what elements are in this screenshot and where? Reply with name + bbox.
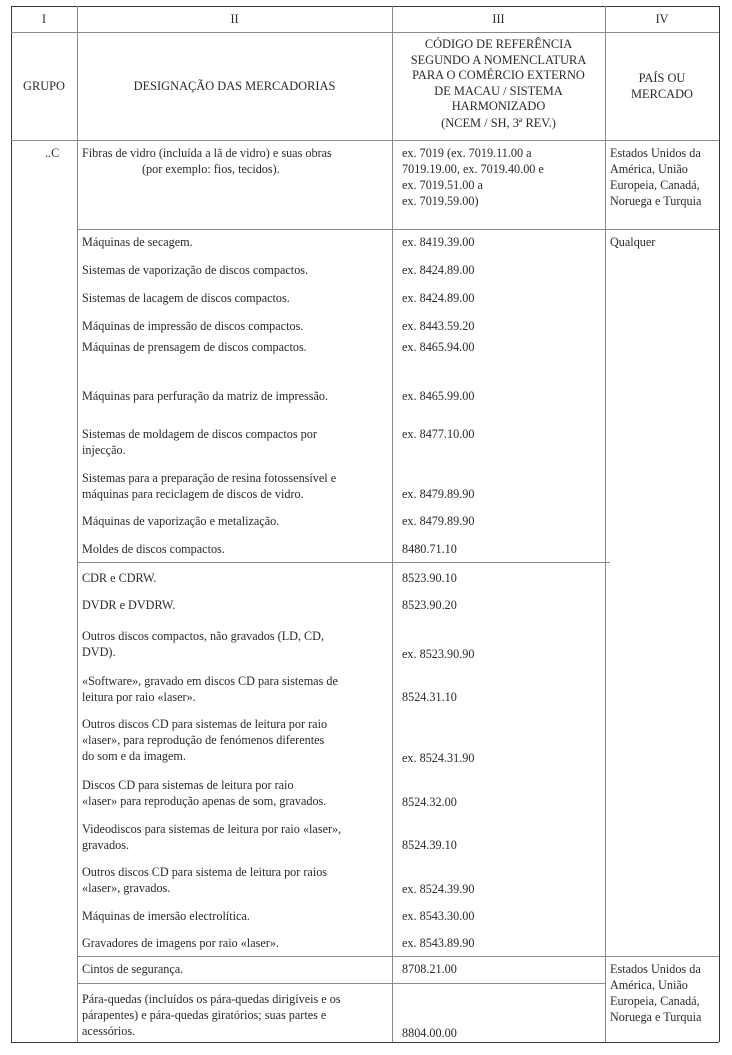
header-code-line-4: DE MACAU / SISTEMA xyxy=(434,83,563,98)
designation-vaporizacao: Sistemas de vaporização de discos compactos. xyxy=(82,263,309,277)
country-block-3-line-4: Noruega e Turquia xyxy=(610,1010,702,1024)
header-roman-i: I xyxy=(41,12,47,26)
country-block-1-line-2: América, União xyxy=(610,162,688,176)
header-code-line-2: SEGUNDO A NOMENCLATURA xyxy=(410,52,587,67)
header-code-line-1: CÓDIGO DE REFERÊNCIA xyxy=(424,37,573,51)
code-gravadores: ex. 8543.89.90 xyxy=(402,936,475,950)
header-bottom-divider xyxy=(11,140,719,141)
code-fibras-1: ex. 7019 (ex. 7019.11.00 a xyxy=(402,146,532,160)
header-code-line-6: (NCEM / SH, 3ª REV.) xyxy=(441,116,556,130)
designation-discos-cd-som-2: «laser» para reprodução apenas de som, gravados. xyxy=(82,794,327,808)
code-prensagem: ex. 8465.94.00 xyxy=(402,340,475,354)
code-outros-cd: ex. 8524.31.90 xyxy=(402,751,475,765)
code-fibras-3: ex. 7019.51.00 a xyxy=(402,178,483,192)
designation-fibras-1: Fibras de vidro (incluída a lã de vidro) e suas obras xyxy=(82,146,332,160)
designation-outros-cd-raios-1: Outros discos CD para sistema de leitura por raios xyxy=(82,865,328,879)
table-left-border xyxy=(11,6,12,1042)
row-divider-moldes xyxy=(77,562,610,563)
code-perfuracao: ex. 8465.99.00 xyxy=(402,389,475,403)
code-vaporizacao: ex. 8424.89.00 xyxy=(402,263,475,277)
designation-impressao: Máquinas de impressão de discos compactos. xyxy=(82,319,304,333)
designation-outros-cd-1: Outros discos CD para sistemas de leitura por raio xyxy=(82,717,328,731)
column-divider-3 xyxy=(605,6,606,1042)
header-country-line-2: MERCADO xyxy=(631,87,693,101)
header-code-line-5: HARMONIZADO xyxy=(451,99,546,113)
row-divider-gravadores xyxy=(77,956,719,957)
designation-imersao: Máquinas de imersão electrolítica. xyxy=(82,909,250,923)
code-lacagem: ex. 8424.89.00 xyxy=(402,291,475,305)
header-roman-ii: II xyxy=(230,12,239,26)
country-block-1-line-4: Noruega e Turquia xyxy=(610,194,702,208)
code-para-quedas: 8804.00.00 xyxy=(402,1026,457,1040)
designation-perfuracao: Máquinas para perfuração da matriz de impressão. xyxy=(82,389,329,403)
designation-para-quedas-1: Pára-quedas (incluídos os pára-quedas dirigíveis e os xyxy=(82,992,341,1006)
code-impressao: ex. 8443.59.20 xyxy=(402,319,475,333)
country-block-3-line-2: América, União xyxy=(610,978,688,992)
designation-cintos: Cintos de segurança. xyxy=(82,962,184,976)
code-cdr: 8523.90.10 xyxy=(402,571,457,585)
column-divider-2 xyxy=(392,6,393,1042)
code-fibras-2: 7019.19.00, ex. 7019.40.00 e xyxy=(402,162,544,176)
designation-videodiscos-2: gravados. xyxy=(82,838,130,852)
designation-resina-1: Sistemas para a preparação de resina fotossensível e xyxy=(82,471,337,485)
code-videodiscos: 8524.39.10 xyxy=(402,838,457,852)
code-outros-cd-raios: ex. 8524.39.90 xyxy=(402,882,475,896)
row-divider-fibras xyxy=(77,229,719,230)
header-code-line-3: PARA O COMÉRCIO EXTERNO xyxy=(412,68,585,82)
designation-outros-cd-raios-2: «laser», gravados. xyxy=(82,881,171,895)
designation-outros-nao-gravados-2: DVD). xyxy=(82,645,116,659)
header-roman-iv: IV xyxy=(655,12,669,26)
designation-lacagem: Sistemas de lacagem de discos compactos. xyxy=(82,291,290,305)
country-block-1-line-3: Europeia, Canadá, xyxy=(610,178,700,192)
column-divider-1 xyxy=(77,6,78,1042)
header-group: GRUPO xyxy=(23,79,65,93)
group-code: ..C xyxy=(45,146,60,160)
designation-metalizacao: Máquinas de vaporização e metalização. xyxy=(82,514,280,528)
code-metalizacao: ex. 8479.89.90 xyxy=(402,514,475,528)
designation-moldagem-1: Sistemas de moldagem de discos compactos por xyxy=(82,427,317,441)
designation-para-quedas-2: párapentes) e pára-quedas giratórios; suas partes e xyxy=(82,1008,327,1022)
code-resina: ex. 8479.89.90 xyxy=(402,487,475,501)
designation-cdr: CDR e CDRW. xyxy=(82,571,157,585)
header-roman-iii: III xyxy=(492,12,505,26)
country-block-1-line-1: Estados Unidos da xyxy=(610,146,701,160)
country-block-2: Qualquer xyxy=(610,235,656,249)
designation-videodiscos-1: Videodiscos para sistemas de leitura por raio «laser», xyxy=(82,822,342,836)
code-dvdr: 8523.90.20 xyxy=(402,598,457,612)
designation-software-1: «Software», gravado em discos CD para sistemas de xyxy=(82,674,338,688)
table-top-border xyxy=(11,6,719,7)
designation-discos-cd-som-1: Discos CD para sistemas de leitura por raio xyxy=(82,778,294,792)
header-designation: DESIGNAÇÃO DAS MERCADORIAS xyxy=(133,79,336,93)
designation-fibras-2: (por exemplo: fios, tecidos). xyxy=(142,162,280,176)
country-block-3-line-3: Europeia, Canadá, xyxy=(610,994,700,1008)
designation-gravadores: Gravadores de imagens por raio «laser». xyxy=(82,936,279,950)
designation-dvdr: DVDR e DVDRW. xyxy=(82,598,176,612)
code-moldagem: ex. 8477.10.00 xyxy=(402,427,475,441)
code-moldes: 8480.71.10 xyxy=(402,542,457,556)
designation-resina-2: máquinas para reciclagem de discos de vidro. xyxy=(82,487,304,501)
designation-prensagem: Máquinas de prensagem de discos compactos. xyxy=(82,340,307,354)
row-divider-cintos xyxy=(77,983,605,984)
designation-moldagem-2: injecção. xyxy=(82,443,126,457)
code-discos-cd-som: 8524.32.00 xyxy=(402,795,457,809)
header-country-line-1: PAÍS OU xyxy=(638,71,686,85)
code-imersao: ex. 8543.30.00 xyxy=(402,909,475,923)
designation-outros-nao-gravados-1: Outros discos compactos, não gravados (LD, CD, xyxy=(82,629,325,643)
designation-moldes: Moldes de discos compactos. xyxy=(82,542,225,556)
designation-secagem: Máquinas de secagem. xyxy=(82,235,193,249)
code-fibras-4: ex. 7019.59.00) xyxy=(402,194,479,208)
table-bottom-border xyxy=(11,1042,719,1043)
designation-outros-cd-2: «laser», para reprodução de fenómenos diferentes xyxy=(82,733,325,747)
code-outros-nao-gravados: ex. 8523.90.90 xyxy=(402,647,475,661)
code-software: 8524.31.10 xyxy=(402,690,457,704)
code-cintos: 8708.21.00 xyxy=(402,962,457,976)
country-block-3-line-1: Estados Unidos da xyxy=(610,962,701,976)
designation-software-2: leitura por raio «laser». xyxy=(82,690,196,704)
designation-para-quedas-3: acessórios. xyxy=(82,1024,136,1038)
code-secagem: ex. 8419.39.00 xyxy=(402,235,475,249)
table-right-border xyxy=(719,6,720,1042)
header-divider xyxy=(11,32,719,33)
designation-outros-cd-3: do som e da imagem. xyxy=(82,749,186,763)
